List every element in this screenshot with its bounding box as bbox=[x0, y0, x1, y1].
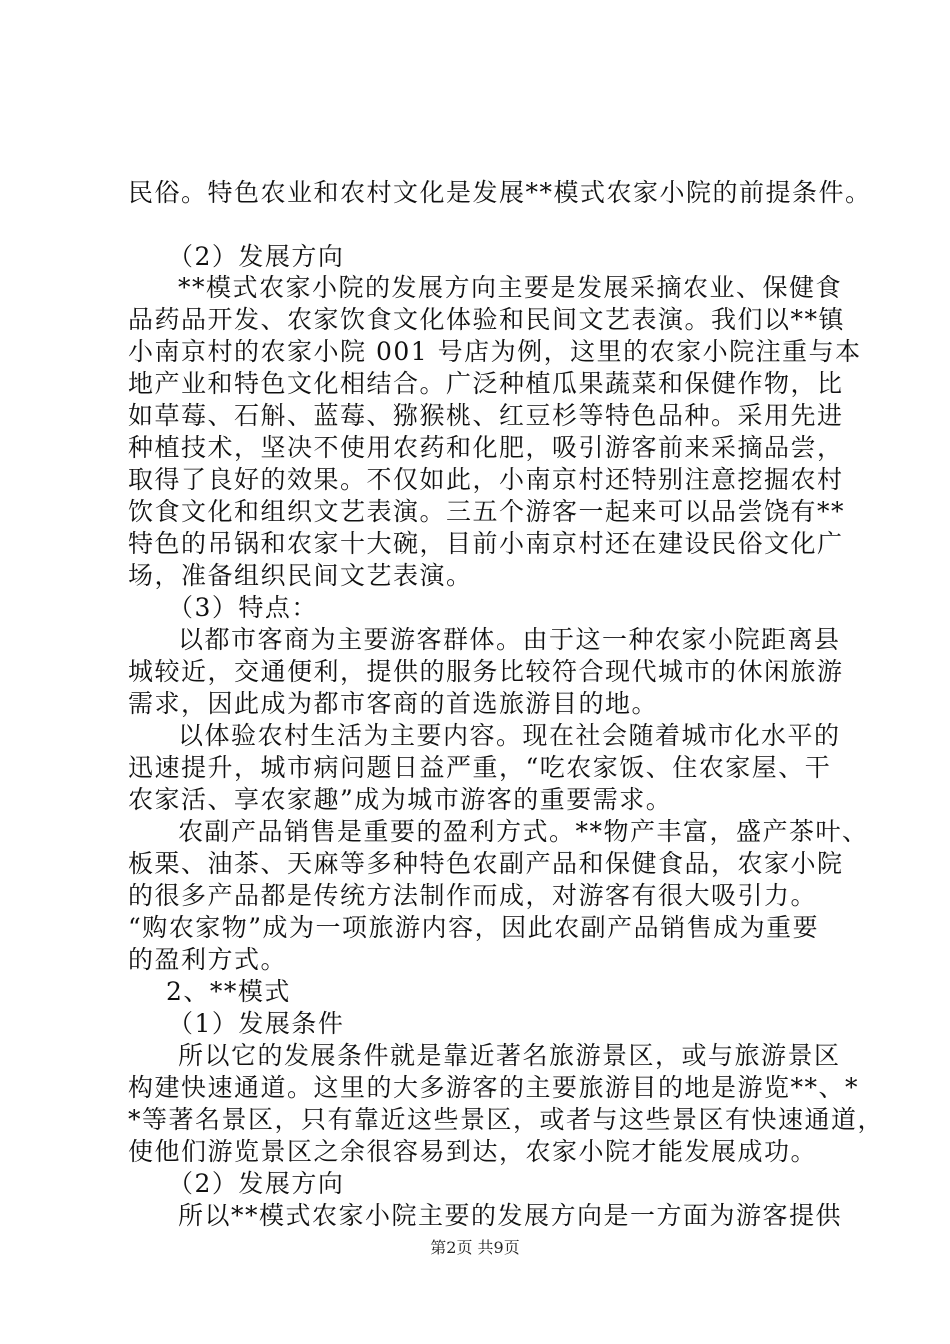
text-line: 种植技术，坚决不使用农药和化肥，吸引游客前来采摘品尝， bbox=[128, 433, 844, 462]
text-line: 构建快速通道。这里的大多游客的主要旅游目的地是游览**、* bbox=[128, 1073, 860, 1102]
text-line: 的很多产品都是传统方法制作而成，对游客有很大吸引力。 bbox=[128, 881, 818, 910]
text-line: 品药品开发、农家饮食文化体验和民间文艺表演。我们以**镇 bbox=[128, 305, 846, 334]
text-line: 取得了良好的效果。不仅如此，小南京村还特别注意挖掘农村 bbox=[128, 465, 844, 494]
text-line: 需求，因此成为都市客商的首选旅游目的地。 bbox=[128, 689, 659, 718]
section-heading: 2、**模式 bbox=[166, 977, 291, 1006]
section-heading: （2）发展方向 bbox=[168, 242, 345, 271]
text-line: 饮食文化和组织文艺表演。三五个游客一起来可以品尝饶有** bbox=[128, 497, 846, 526]
page-number-footer: 第2页 共9页 bbox=[430, 1238, 520, 1257]
text-line: 民俗。特色农业和农村文化是发展**模式农家小院的前提条件。 bbox=[128, 178, 872, 207]
section-heading: （3）特点： bbox=[168, 593, 318, 622]
text-line: 地产业和特色文化相结合。广泛种植瓜果蔬菜和保健作物，比 bbox=[128, 369, 844, 398]
text-line: 特色的吊锅和农家十大碗，目前小南京村还在建设民俗文化广 bbox=[128, 529, 844, 558]
text-line: 农副产品销售是重要的盈利方式。**物产丰富，盛产茶叶、 bbox=[178, 817, 869, 846]
section-heading: （1）发展条件 bbox=[168, 1009, 345, 1038]
text-line: 的盈利方式。 bbox=[128, 945, 288, 974]
section-heading: （2）发展方向 bbox=[168, 1169, 345, 1198]
text-line: 以都市客商为主要游客群体。由于这一种农家小院距离县 bbox=[178, 625, 841, 654]
text-line: 迅速提升，城市病问题日益严重，“吃农家饭、住农家屋、干 bbox=[128, 753, 832, 782]
text-line: 农家活、享农家趣”成为城市游客的重要需求。 bbox=[128, 785, 673, 814]
text-line: 所以它的发展条件就是靠近著名旅游景区，或与旅游景区 bbox=[178, 1041, 841, 1070]
text-line: 场，准备组织民间文艺表演。 bbox=[128, 561, 473, 590]
text-line: **模式农家小院的发展方向主要是发展采摘农业、保健食 bbox=[178, 273, 843, 302]
text-line: 板栗、油茶、天麻等多种特色农副产品和保健食品，农家小院 bbox=[128, 849, 844, 878]
text-line: 使他们游览景区之余很容易到达，农家小院才能发展成功。 bbox=[128, 1137, 818, 1166]
text-line: 以体验农村生活为主要内容。现在社会随着城市化水平的 bbox=[178, 721, 841, 750]
text-line: 如草莓、石斛、蓝莓、猕猴桃、红豆杉等特色品种。采用先进 bbox=[128, 401, 844, 430]
text-line: *等著名景区，只有靠近这些景区，或者与这些景区有快速通道， bbox=[128, 1105, 885, 1134]
text-line: 城较近，交通便利，提供的服务比较符合现代城市的休闲旅游 bbox=[128, 657, 844, 686]
text-line: 小南京村的农家小院 001 号店为例，这里的农家小院注重与本 bbox=[128, 337, 862, 366]
text-line: “购农家物”成为一项旅游内容，因此农副产品销售成为重要 bbox=[128, 913, 820, 942]
text-line: 所以**模式农家小院主要的发展方向是一方面为游客提供 bbox=[178, 1201, 843, 1230]
